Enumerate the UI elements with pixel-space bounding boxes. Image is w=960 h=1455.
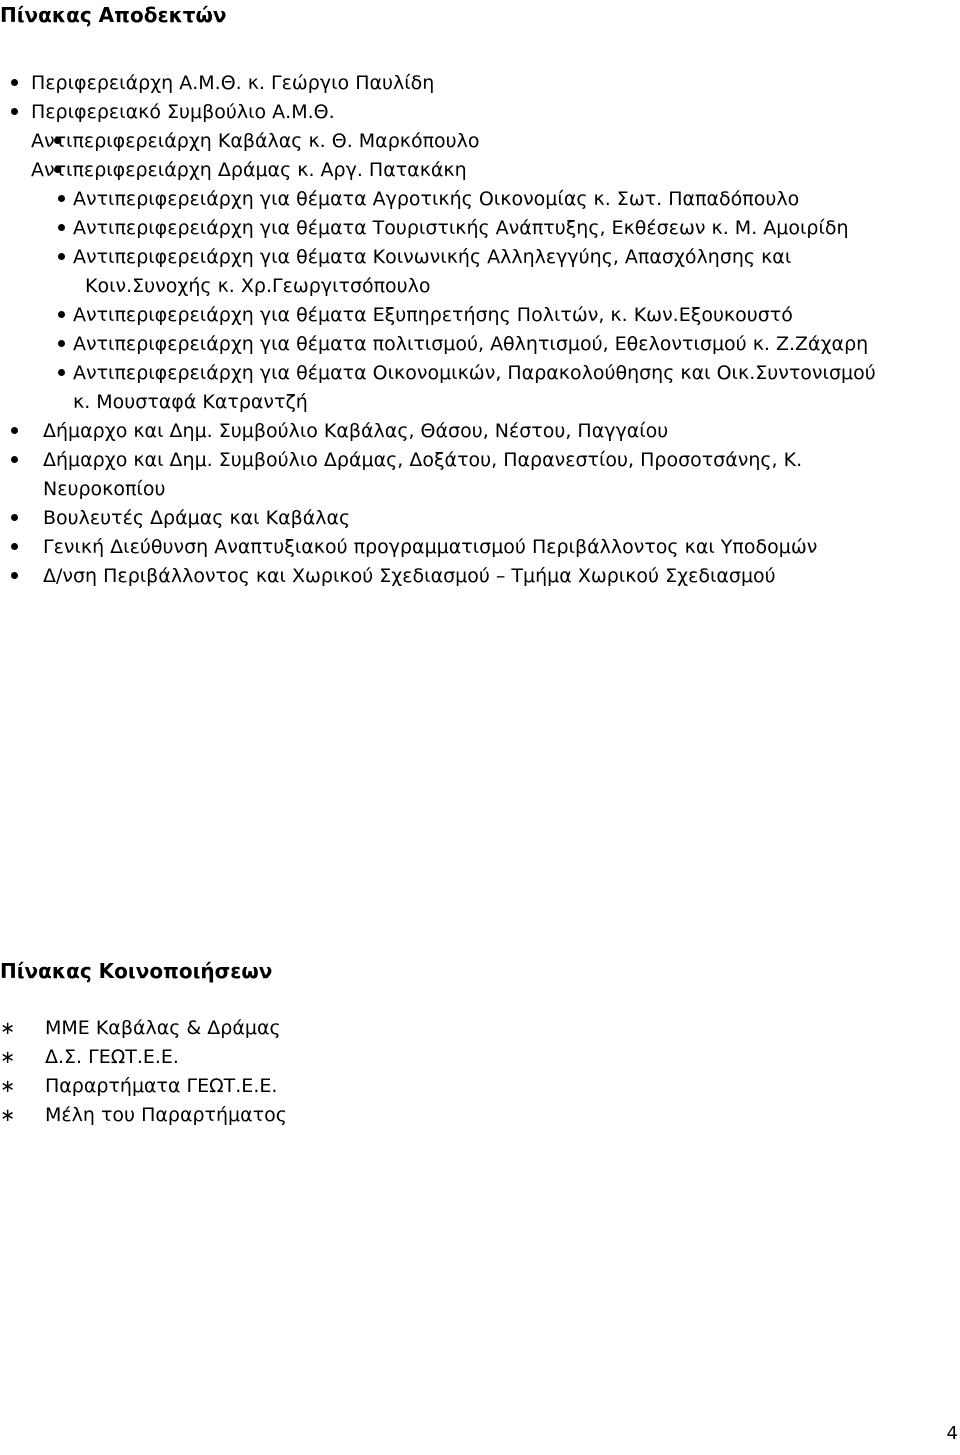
bullet-icon	[11, 427, 18, 434]
list-item: Παραρτήματα ΓΕΩΤ.Ε.Ε.	[45, 1075, 278, 1097]
list-item: Γενική Διεύθυνση Αναπτυξιακού προγραμματισμού Περιβάλλοντος και Υποδομών	[43, 536, 818, 558]
bullet-icon	[58, 340, 65, 347]
bullet-icon	[11, 79, 18, 86]
asterisk-icon: ∗	[0, 1076, 16, 1097]
bullet-icon	[11, 543, 18, 550]
list-item: Δ.Σ. ΓΕΩΤ.Ε.Ε.	[45, 1046, 179, 1068]
list-item: Αντιπεριφερειάρχη για θέματα Κοινωνικής Αλληλεγγύης, Απασχόλησης και	[73, 246, 792, 268]
asterisk-icon: ∗	[0, 1105, 16, 1126]
bullet-icon	[58, 369, 65, 376]
list-item: ΜΜΕ Καβάλας & Δράμας	[45, 1017, 281, 1039]
asterisk-icon: ∗	[0, 1018, 16, 1039]
bullet-icon	[58, 311, 65, 318]
bullet-icon	[11, 572, 18, 579]
list-item: Δήμαρχο και Δημ. Συμβούλιο Δράμας, Δοξάτου, Παρανεστίου, Προσοτσάνης, Κ.	[43, 449, 803, 471]
list-item: Δήμαρχο και Δημ. Συμβούλιο Καβάλας, Θάσου, Νέστου, Παγγαίου	[43, 420, 669, 442]
bullet-icon	[11, 514, 18, 521]
bullet-icon	[11, 456, 18, 463]
recipients-heading: Πίνακας Αποδεκτών	[0, 3, 227, 27]
list-item: Βουλευτές Δράμας και Καβάλας	[43, 507, 351, 529]
list-item: Αντιπεριφερειάρχη Δράμας κ. Αργ. Πατακάκη	[31, 159, 467, 181]
bullet-icon	[58, 224, 65, 231]
notifications-heading: Πίνακας Κοινοποιήσεων	[0, 959, 273, 983]
list-item-continuation: κ. Μουσταφά Κατραντζή	[73, 391, 308, 413]
bullet-icon	[58, 253, 65, 260]
bullet-icon	[58, 195, 65, 202]
list-item-continuation: Κοιν.Συνοχής κ. Χρ.Γεωργιτσόπουλο	[85, 275, 431, 297]
list-item: Αντιπεριφερειάρχη για θέματα Τουριστικής Ανάπτυξης, Εκθέσεων κ. Μ. Αμοιρίδη	[73, 217, 849, 239]
list-item: Περιφερειακό Συμβούλιο Α.Μ.Θ.	[31, 101, 335, 123]
list-item: Αντιπεριφερειάρχη για θέματα Αγροτικής Οικονομίας κ. Σωτ. Παπαδόπουλο	[73, 188, 800, 210]
list-item: Αντιπεριφερειάρχη Καβάλας κ. Θ. Μαρκόπουλο	[31, 130, 480, 152]
list-item-continuation: Νευροκοπίου	[43, 478, 166, 500]
list-item: Αντιπεριφερειάρχη για θέματα Οικονομικών, Παρακολούθησης και Οικ.Συντονισμού	[73, 362, 876, 384]
page-number: 4	[946, 1423, 958, 1444]
bullet-icon	[11, 108, 18, 115]
list-item: Αντιπεριφερειάρχη για θέματα Εξυπηρετήσης Πολιτών, κ. Κων.Εξουκουστό	[73, 304, 793, 326]
asterisk-icon: ∗	[0, 1047, 16, 1068]
list-item: Περιφερειάρχη Α.Μ.Θ. κ. Γεώργιο Παυλίδη	[31, 72, 435, 94]
list-item: Μέλη του Παραρτήματος	[45, 1104, 287, 1126]
list-item: Αντιπεριφερειάρχη για θέματα πολιτισμού, Αθλητισμού, Εθελοντισμού κ. Ζ.Ζάχαρη	[73, 333, 869, 355]
list-item: Δ/νση Περιβάλλοντος και Χωρικού Σχεδιασμού – Τμήμα Χωρικού Σχεδιασμού	[43, 565, 776, 587]
